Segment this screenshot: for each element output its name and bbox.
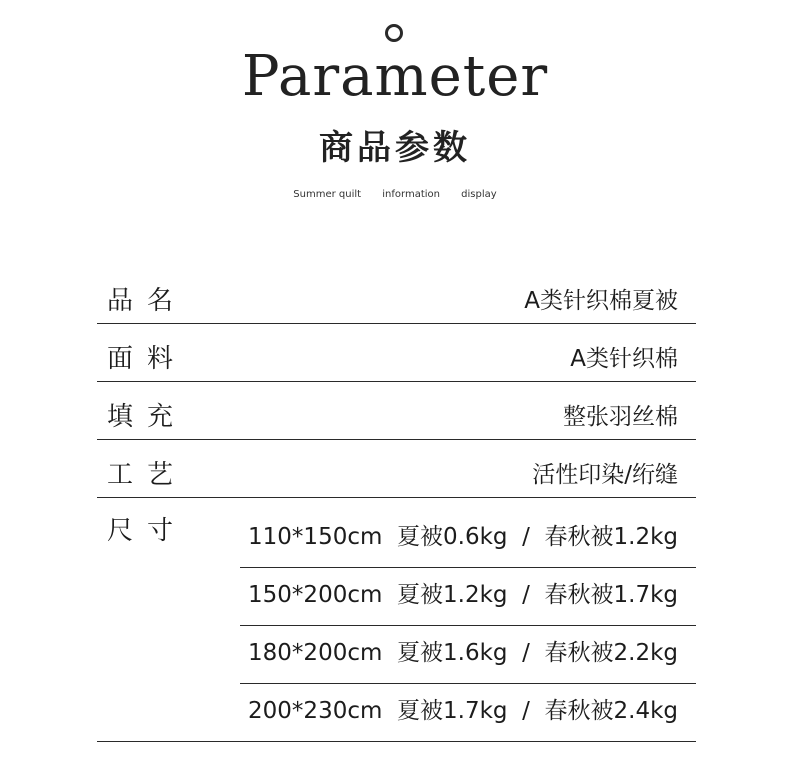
size-label: 尺寸 — [107, 516, 188, 546]
size-option-text: 150*200cm 夏被1.2kg / 春秋被1.7kg — [248, 582, 678, 608]
param-label: 品名 — [107, 286, 188, 316]
param-row-filling — [97, 395, 696, 440]
param-value: A类针织棉 — [570, 346, 678, 372]
subtitle-word: display — [461, 189, 497, 200]
param-row-fabric — [97, 337, 696, 382]
size-option — [240, 567, 696, 626]
size-option-text: 180*200cm 夏被1.6kg / 春秋被2.2kg — [248, 640, 678, 666]
param-row-craft — [97, 453, 696, 498]
param-label: 工艺 — [107, 460, 188, 490]
size-option-text: 110*150cm 夏被0.6kg / 春秋被1.2kg — [248, 524, 678, 550]
param-value: 活性印染/绗缝 — [532, 462, 678, 488]
param-value: 整张羽丝棉 — [563, 404, 678, 430]
param-label: 面料 — [107, 344, 188, 374]
size-option — [97, 683, 696, 742]
size-option — [240, 509, 696, 568]
title-chinese: 商品参数 — [319, 128, 471, 168]
subtitle — [0, 189, 790, 200]
param-row-name — [97, 279, 696, 324]
size-option — [240, 625, 696, 684]
title-english: Parameter — [241, 44, 549, 109]
ring-ornament-icon — [385, 24, 403, 42]
param-value: A类针织棉夏被 — [524, 288, 678, 314]
size-option-text: 200*230cm 夏被1.7kg / 春秋被2.4kg — [248, 698, 678, 724]
subtitle-word: Summer quilt — [293, 189, 362, 200]
param-label: 填充 — [107, 402, 188, 432]
subtitle-word: information — [382, 189, 440, 200]
